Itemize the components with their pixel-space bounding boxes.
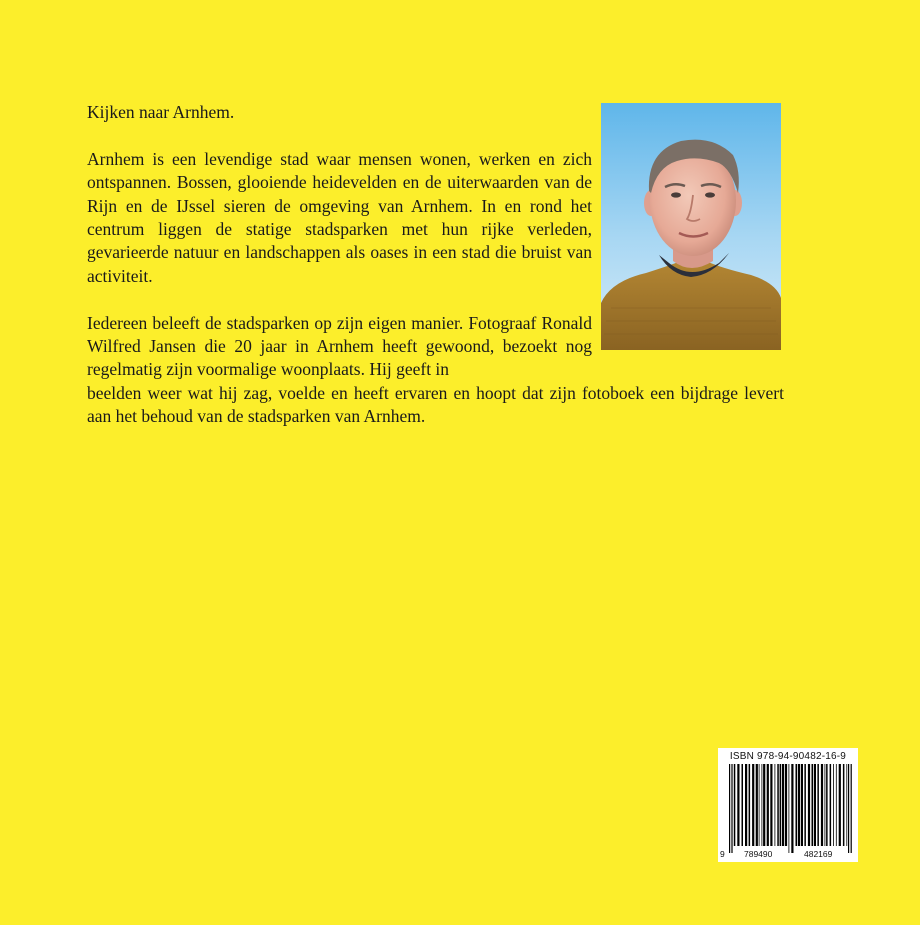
barcode-bar [763,764,765,846]
author-photo [601,103,781,350]
barcode-bar [826,764,828,846]
barcode-bar [808,764,810,846]
barcode-bar [839,764,841,846]
barcode-bar [791,764,793,853]
cover-heading: Kijken naar Arnhem. [87,102,235,122]
barcode-bar [745,764,747,846]
barcode-bar [775,764,776,846]
barcode-bar [846,764,847,846]
barcode-bar [752,764,754,846]
barcode-bar [796,764,798,846]
barcode-bar [782,764,784,846]
barcode-bar [836,764,837,846]
barcode-digit-first: 9 [720,849,725,859]
barcode-bar [804,764,806,846]
barcode-bar [734,764,736,846]
barcode-bar [762,764,763,846]
barcode-bar [780,764,782,846]
barcode-bar [848,764,849,853]
paragraph-photographer-part2: beelden weer wat hij zag, voelde en heeft ervaren en hoopt dat zijn fotoboek een bijdrage levert aan het behoud van de stadsparken van Arnhem. [87,382,784,427]
barcode-bar [830,764,832,846]
barcode-bar [798,764,800,846]
author-portrait-image [601,103,781,350]
barcode-bar [801,764,803,846]
barcode-bar [812,764,814,846]
barcode-bar [843,764,845,846]
barcode-bar [729,764,730,853]
barcode-bar [731,764,732,853]
barcode-bar [749,764,751,846]
barcode-digits-left: 789490 [744,849,773,859]
barcode-bar [851,764,852,853]
isbn-label: ISBN 978-94-90482-16-9 [729,751,847,762]
barcode-bar [777,764,779,846]
barcode-bar [770,764,772,846]
barcode-bar [742,764,744,846]
barcode-bar [767,764,769,846]
barcode-bar [833,764,834,846]
barcode-bar [785,764,787,846]
paragraph-photographer-part1: Iedereen beleeft de stadsparken op zijn eigen manier. Fotograaf Ronald Wilfred Jansen die 20 jaar in Arnhem heeft gewoond, bezoekt nog regelmatig zijn voormalige woonplaats. Hij geeft in [87,312,592,380]
barcode-bars [729,764,853,853]
barcode-bar [821,764,823,846]
paragraph-arnhem: Arnhem is een levendige stad waar mensen wonen, werken en zich ontspannen. Bossen, glooiende heidevelden en de uiterwaarden van de Rijn en de IJssel sieren de omgeving van Arnhem. In en rond het centrum liggen de statige stadsparken met hun rijke verleden, gevarieerde natuur en landschappen als oases in een stad die bruist van activiteit. [87,148,592,286]
barcode-digits-right: 482169 [804,849,833,859]
barcode-bar [825,764,826,846]
barcode-bar [759,764,760,846]
barcode-bar [789,764,790,853]
barcode-bar [737,764,739,846]
barcode-bar [814,764,816,846]
barcode-bar [756,764,758,846]
barcode-bar [817,764,819,846]
isbn-barcode [718,748,858,862]
